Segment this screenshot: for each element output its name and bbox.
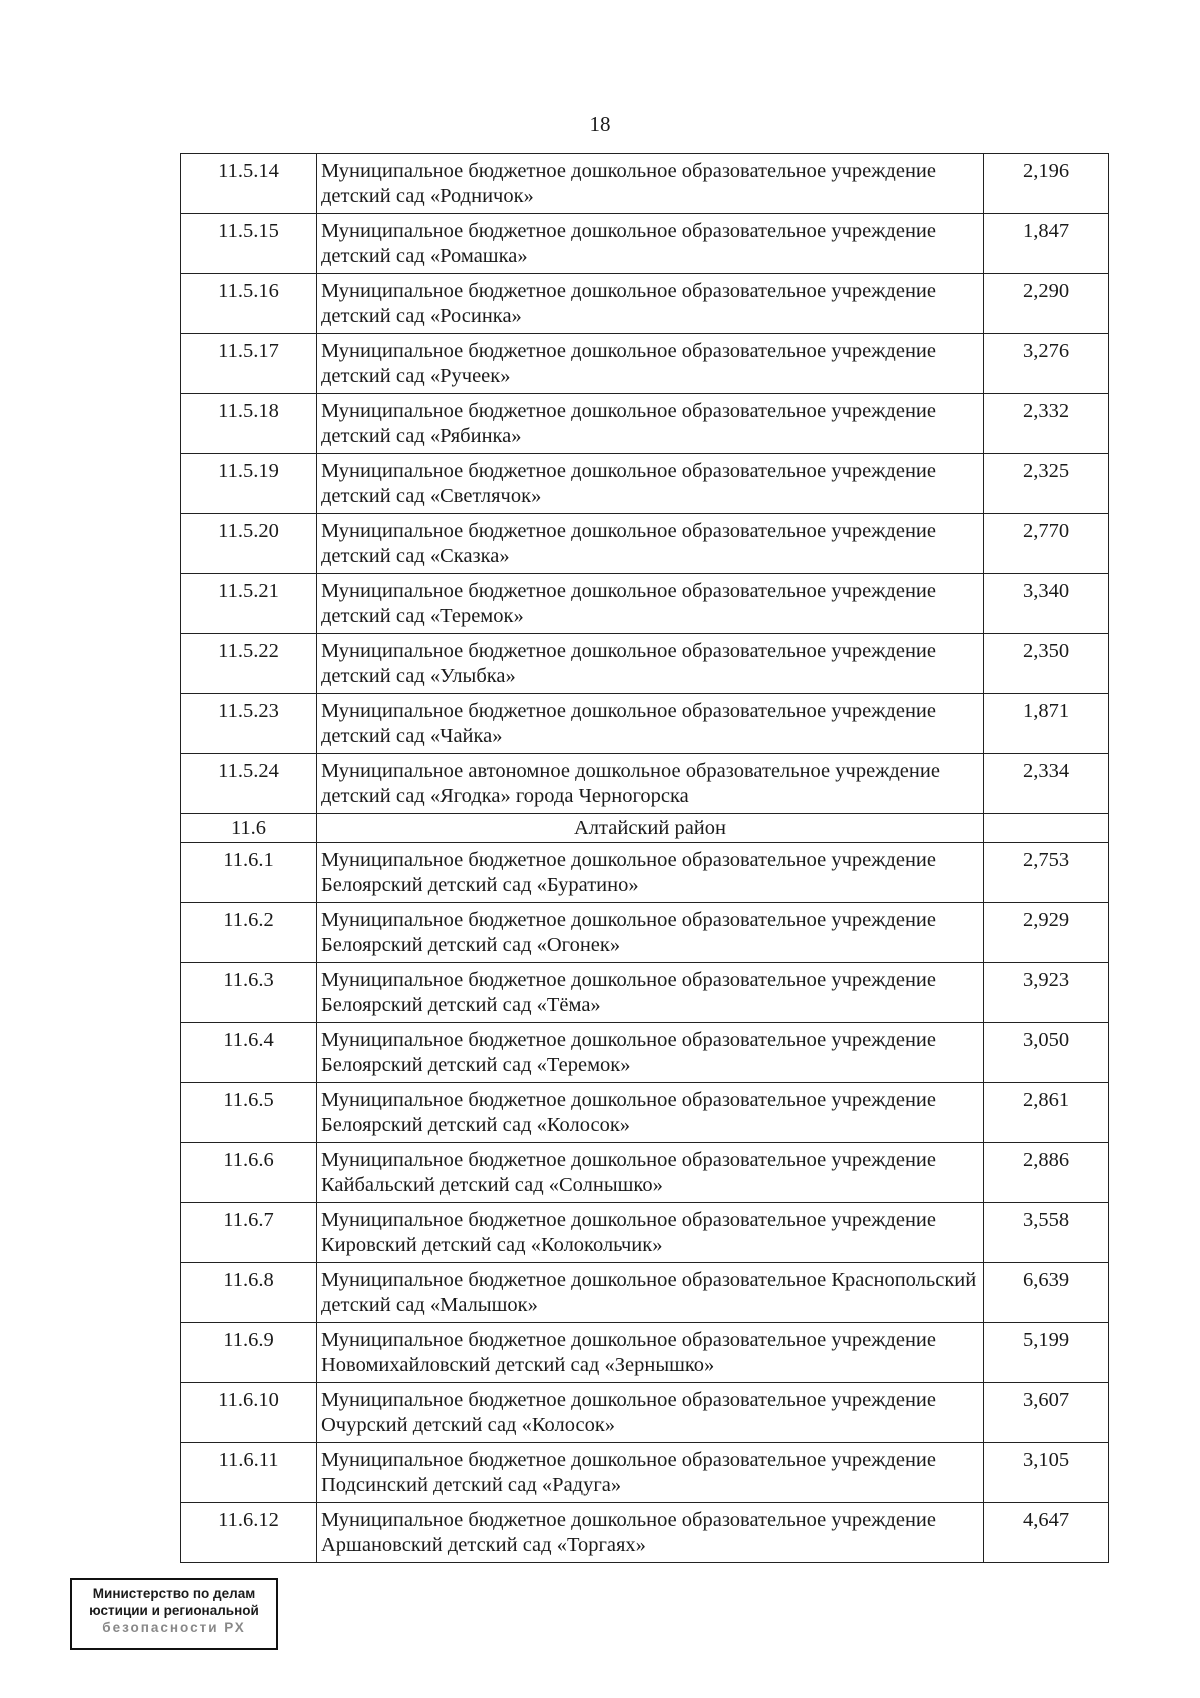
value-cell: 2,770 <box>984 514 1109 574</box>
row-number-cell: 11.6.8 <box>181 1263 317 1323</box>
institution-name-cell: Муниципальное бюджетное дошкольное образовательное учреждение Белоярский детский сад «Колосок» <box>317 1083 984 1143</box>
institution-name-cell: Муниципальное бюджетное дошкольное образовательное учреждение детский сад «Сказка» <box>317 514 984 574</box>
value-cell: 2,196 <box>984 154 1109 214</box>
table-row <box>181 903 1109 963</box>
table-row <box>181 574 1109 634</box>
row-number-cell: 11.5.19 <box>181 454 317 514</box>
table-row <box>181 963 1109 1023</box>
section-title-cell: Алтайский район <box>317 814 984 843</box>
table-row <box>181 1383 1109 1443</box>
institution-name-cell: Муниципальное бюджетное дошкольное образовательное учреждение детский сад «Росинка» <box>317 274 984 334</box>
row-number-cell: 11.5.17 <box>181 334 317 394</box>
table-row <box>181 1083 1109 1143</box>
table-row <box>181 1023 1109 1083</box>
value-cell: 2,290 <box>984 274 1109 334</box>
table-row <box>181 754 1109 814</box>
institution-name-cell: Муниципальное бюджетное дошкольное образовательное учреждение Аршановский детский сад «Торгаях» <box>317 1503 984 1563</box>
institution-name-cell: Муниципальное бюджетное дошкольное образовательное учреждение Очурский детский сад «Колосок» <box>317 1383 984 1443</box>
institution-name-cell: Муниципальное бюджетное дошкольное образовательное учреждение Кайбальский детский сад «Солнышко» <box>317 1143 984 1203</box>
value-cell: 1,871 <box>984 694 1109 754</box>
row-number-cell: 11.5.20 <box>181 514 317 574</box>
value-cell: 2,886 <box>984 1143 1109 1203</box>
institution-name-cell: Муниципальное бюджетное дошкольное образовательное учреждение детский сад «Чайка» <box>317 694 984 754</box>
institution-name-cell: Муниципальное автономное дошкольное образовательное учреждение детский сад «Ягодка» города Черногорска <box>317 754 984 814</box>
table-row <box>181 843 1109 903</box>
table-row <box>181 154 1109 214</box>
value-cell: 3,105 <box>984 1443 1109 1503</box>
stamp-line-2: юстиции и региональной <box>89 1603 259 1618</box>
table-row <box>181 694 1109 754</box>
row-number-cell: 11.6.11 <box>181 1443 317 1503</box>
page-number: 18 <box>589 112 611 136</box>
institution-name-cell: Муниципальное бюджетное дошкольное образовательное учреждение детский сад «Светлячок» <box>317 454 984 514</box>
row-number-cell: 11.6.2 <box>181 903 317 963</box>
row-number-cell: 11.6.7 <box>181 1203 317 1263</box>
value-cell: 3,923 <box>984 963 1109 1023</box>
table-row <box>181 1263 1109 1323</box>
table-row <box>181 1143 1109 1203</box>
value-cell: 4,647 <box>984 1503 1109 1563</box>
value-cell: 2,332 <box>984 394 1109 454</box>
row-number-cell: 11.6.5 <box>181 1083 317 1143</box>
value-cell: 3,607 <box>984 1383 1109 1443</box>
ministry-stamp <box>70 1578 278 1650</box>
value-cell: 2,350 <box>984 634 1109 694</box>
row-number-cell: 11.6.10 <box>181 1383 317 1443</box>
row-number-cell: 11.5.22 <box>181 634 317 694</box>
value-cell: 2,861 <box>984 1083 1109 1143</box>
value-cell: 3,558 <box>984 1203 1109 1263</box>
institution-name-cell: Муниципальное бюджетное дошкольное образовательное учреждение Белоярский детский сад «Буратино» <box>317 843 984 903</box>
institutions-table <box>180 153 1109 1563</box>
row-number-cell: 11.6.6 <box>181 1143 317 1203</box>
row-number-cell: 11.6.12 <box>181 1503 317 1563</box>
institution-name-cell: Муниципальное бюджетное дошкольное образовательное учреждение детский сад «Родничок» <box>317 154 984 214</box>
institution-name-cell: Муниципальное бюджетное дошкольное образовательное учреждение Новомихайловский детский сад «Зернышко» <box>317 1323 984 1383</box>
institution-name-cell: Муниципальное бюджетное дошкольное образовательное учреждение детский сад «Ромашка» <box>317 214 984 274</box>
institution-name-cell: Муниципальное бюджетное дошкольное образовательное учреждение Белоярский детский сад «Огонек» <box>317 903 984 963</box>
section-row <box>181 814 1109 843</box>
row-number-cell: 11.5.24 <box>181 754 317 814</box>
value-cell: 6,639 <box>984 1263 1109 1323</box>
row-number-cell: 11.5.21 <box>181 574 317 634</box>
institution-name-cell: Муниципальное бюджетное дошкольное образовательное учреждение Белоярский детский сад «Тёма» <box>317 963 984 1023</box>
value-cell: 3,340 <box>984 574 1109 634</box>
value-cell: 2,325 <box>984 454 1109 514</box>
value-cell: 2,753 <box>984 843 1109 903</box>
institution-name-cell: Муниципальное бюджетное дошкольное образовательное учреждение детский сад «Теремок» <box>317 574 984 634</box>
value-cell: 1,847 <box>984 214 1109 274</box>
value-cell: 3,050 <box>984 1023 1109 1083</box>
table-row <box>181 514 1109 574</box>
table-row <box>181 1503 1109 1563</box>
institution-name-cell: Муниципальное бюджетное дошкольное образовательное учреждение детский сад «Улыбка» <box>317 634 984 694</box>
stamp-line-1: Министерство по делам <box>92 1586 256 1601</box>
institution-name-cell: Муниципальное бюджетное дошкольное образовательное учреждение детский сад «Рябинка» <box>317 394 984 454</box>
table-row <box>181 454 1109 514</box>
table-row <box>181 1443 1109 1503</box>
stamp-line-3: безопасности РХ <box>102 1620 246 1635</box>
row-number-cell: 11.6.9 <box>181 1323 317 1383</box>
institution-name-cell: Муниципальное бюджетное дошкольное образовательное учреждение Подсинский детский сад «Радуга» <box>317 1443 984 1503</box>
value-cell: 2,929 <box>984 903 1109 963</box>
row-number-cell: 11.6.4 <box>181 1023 317 1083</box>
table-row <box>181 1203 1109 1263</box>
institution-name-cell: Муниципальное бюджетное дошкольное образовательное Краснопольский детский сад «Малышок» <box>317 1263 984 1323</box>
row-number-cell: 11.5.14 <box>181 154 317 214</box>
table-row <box>181 634 1109 694</box>
table-row <box>181 274 1109 334</box>
row-number-cell: 11.5.23 <box>181 694 317 754</box>
institution-name-cell: Муниципальное бюджетное дошкольное образовательное учреждение Белоярский детский сад «Теремок» <box>317 1023 984 1083</box>
table-body <box>181 154 1109 1563</box>
institution-name-cell: Муниципальное бюджетное дошкольное образовательное учреждение детский сад «Ручеек» <box>317 334 984 394</box>
row-number-cell: 11.6.3 <box>181 963 317 1023</box>
value-cell: 2,334 <box>984 754 1109 814</box>
value-cell: 5,199 <box>984 1323 1109 1383</box>
row-number-cell: 11.5.16 <box>181 274 317 334</box>
table-row <box>181 394 1109 454</box>
institution-name-cell: Муниципальное бюджетное дошкольное образовательное учреждение Кировский детский сад «Колокольчик» <box>317 1203 984 1263</box>
value-cell <box>984 814 1109 843</box>
value-cell: 3,276 <box>984 334 1109 394</box>
row-number-cell: 11.6 <box>181 814 317 843</box>
table-row <box>181 214 1109 274</box>
table-row <box>181 1323 1109 1383</box>
row-number-cell: 11.5.18 <box>181 394 317 454</box>
row-number-cell: 11.6.1 <box>181 843 317 903</box>
table-row <box>181 334 1109 394</box>
row-number-cell: 11.5.15 <box>181 214 317 274</box>
